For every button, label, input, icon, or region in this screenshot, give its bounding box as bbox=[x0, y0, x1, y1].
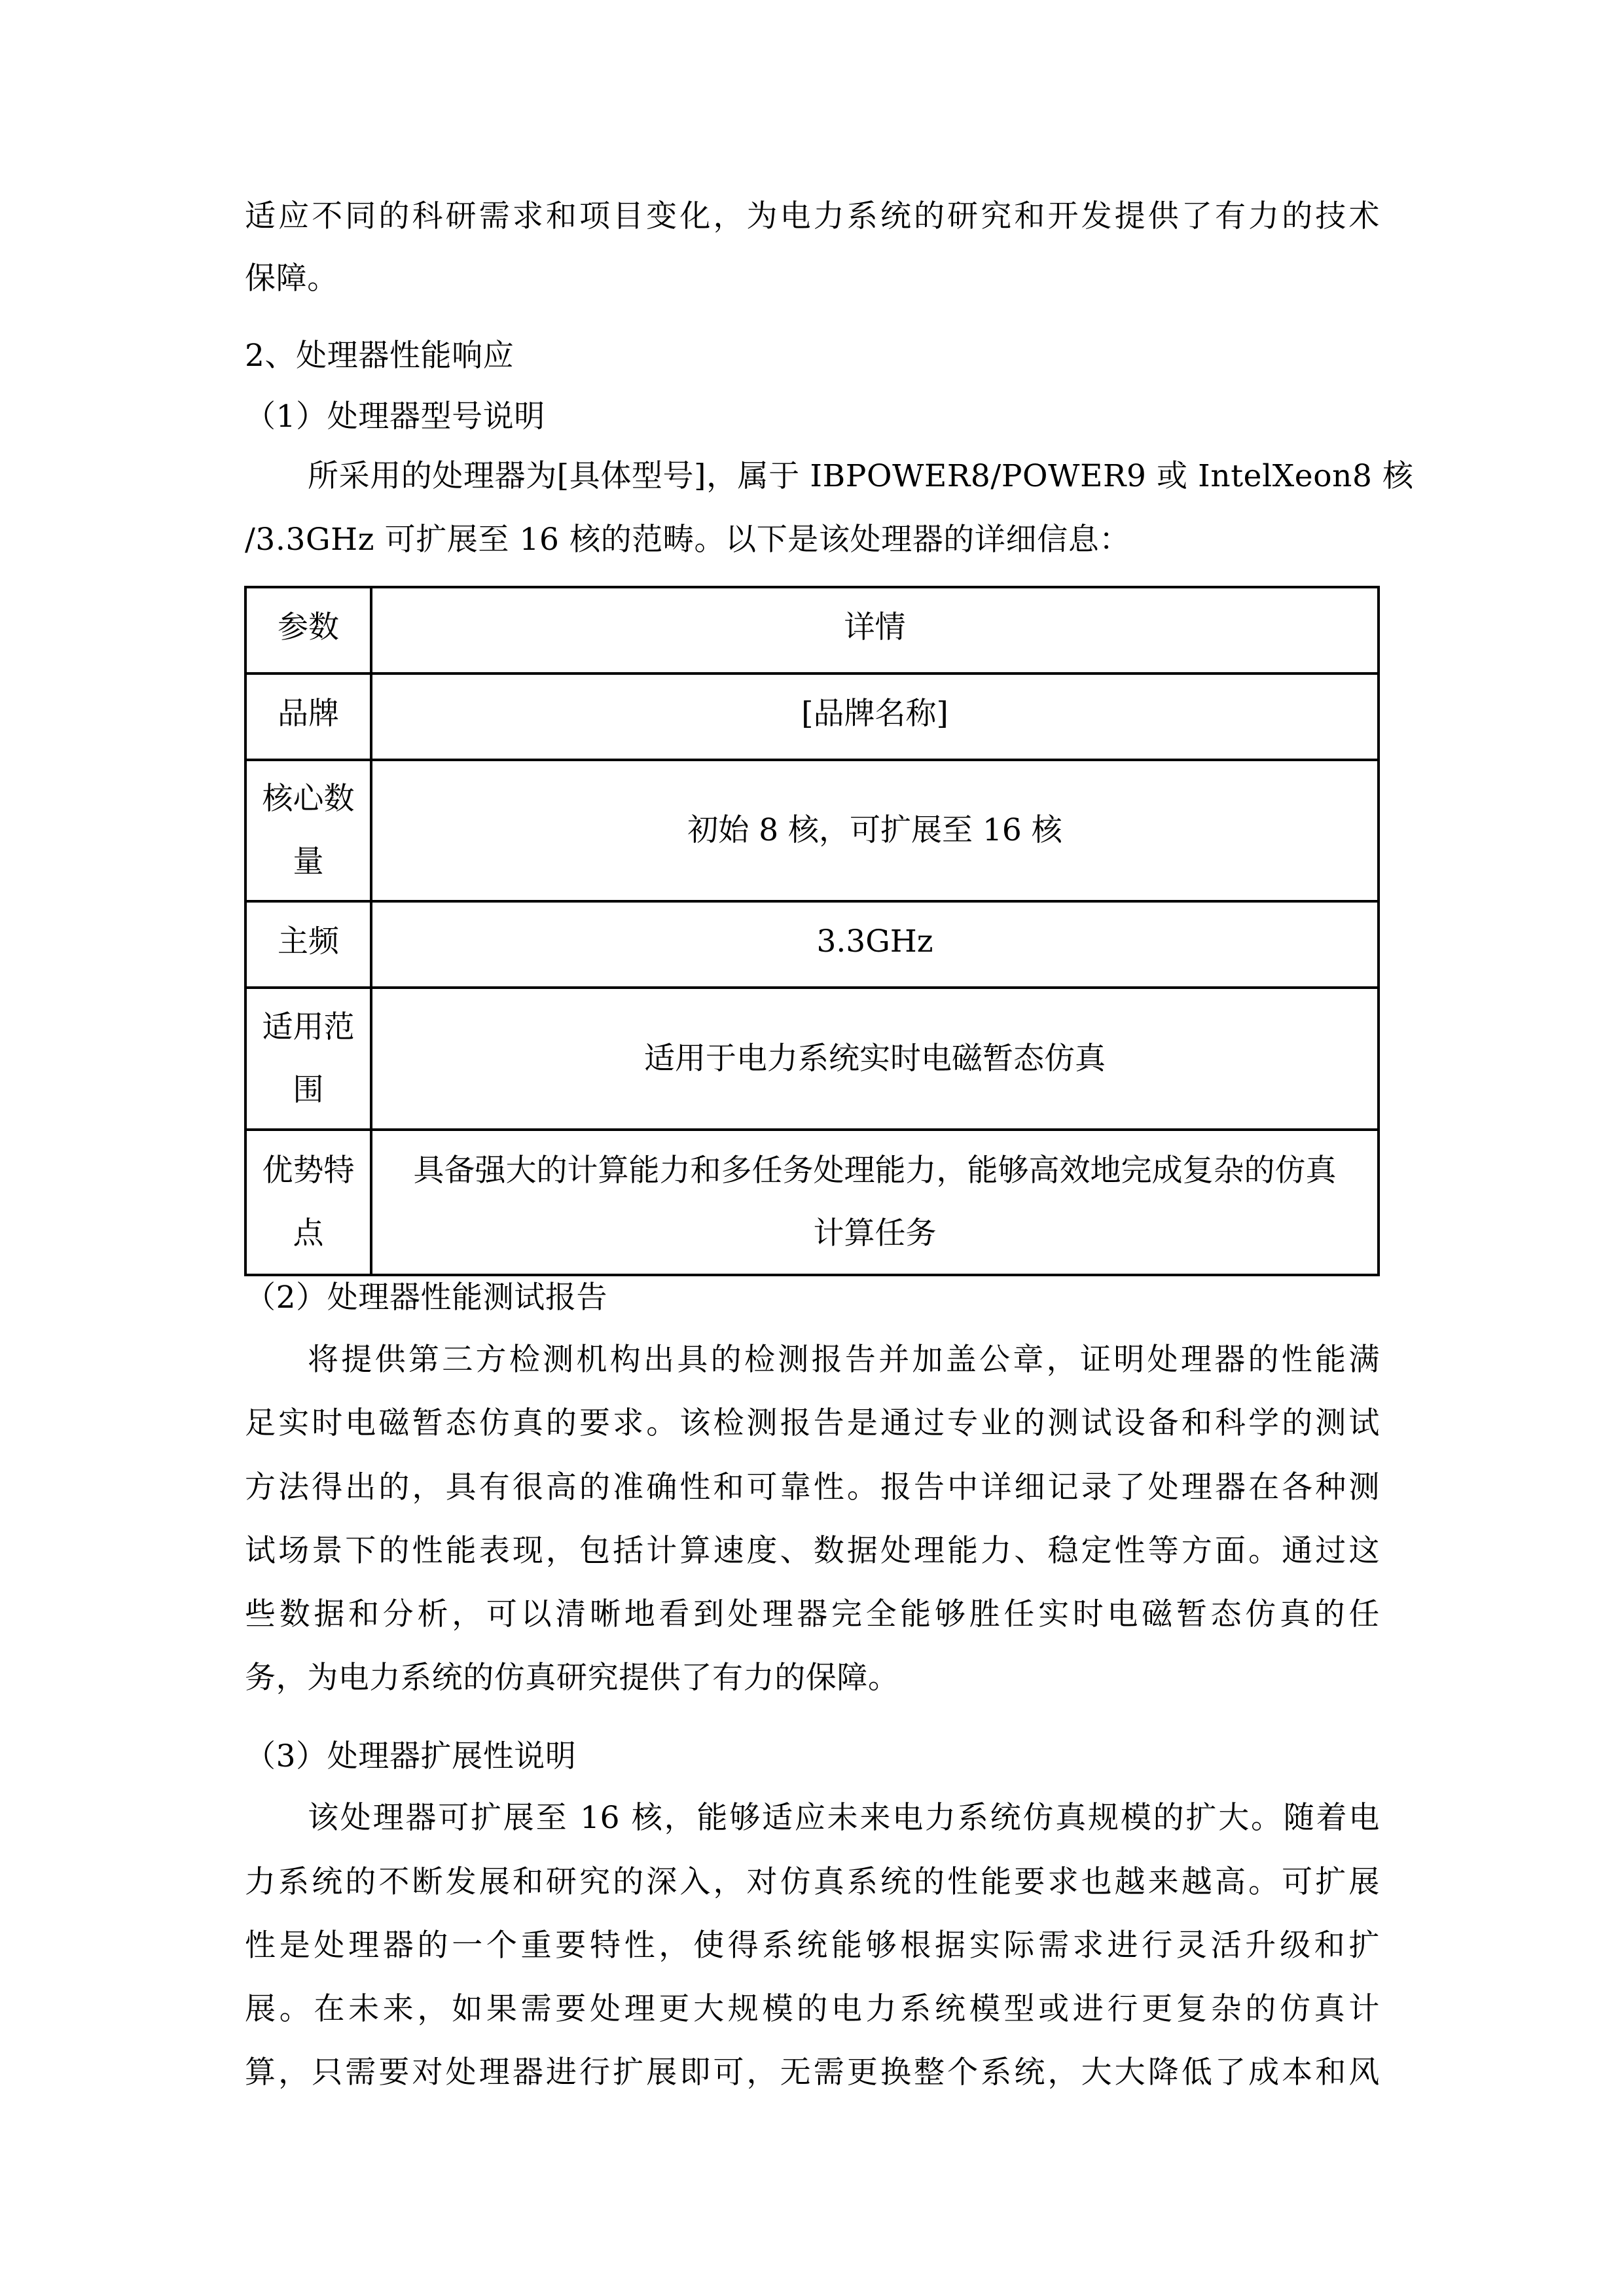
paragraph-line: 性是处理器的一个重要特性，使得系统能够根据实际需求进行灵活升级和扩 bbox=[245, 1928, 1380, 1964]
detail-cell: 具备强大的计算能力和多任务处理能力，能够高效地完成复杂的仿真 计算任务 bbox=[371, 1130, 1379, 1275]
subsection-title-model: （1）处理器型号说明 bbox=[245, 399, 545, 435]
detail-cell: 3.3GHz bbox=[371, 901, 1379, 988]
subsection-title-test-report: （2）处理器性能测试报告 bbox=[245, 1280, 608, 1316]
intro-line bbox=[308, 458, 1414, 495]
paragraph-line: 些数据和分析，可以清晰地看到处理器完全能够胜任实时电磁暂态仿真的任 bbox=[245, 1596, 1380, 1632]
table-row bbox=[245, 1130, 1379, 1275]
paragraph-line: 保障。 bbox=[245, 260, 338, 296]
section-heading: 2、处理器性能响应 bbox=[245, 338, 514, 374]
header-cell-detail: 详情 bbox=[371, 587, 1379, 673]
header-cell-param: 参数 bbox=[245, 587, 371, 673]
processor-spec-table bbox=[244, 586, 1380, 1276]
intro-line: /3.3GHz 可扩展至 16 核的范畴。以下是该处理器的详细信息： bbox=[245, 522, 1130, 558]
subsection-title-scalability: （3）处理器扩展性说明 bbox=[245, 1738, 577, 1774]
detail-cell: 初始 8 核，可扩展至 16 核 bbox=[371, 760, 1379, 901]
paragraph-line: 算，只需要对处理器进行扩展即可，无需更换整个系统，大大降低了成本和风 bbox=[245, 2054, 1380, 2090]
table-row bbox=[245, 901, 1379, 988]
detail-cell: 适用于电力系统实时电磁暂态仿真 bbox=[371, 988, 1379, 1130]
paragraph-line: 该处理器可扩展至 16 核，能够适应未来电力系统仿真规模的扩大。随着电 bbox=[308, 1800, 1380, 1836]
paragraph-line: 将提供第三方检测机构出具的检测报告并加盖公章，证明处理器的性能满 bbox=[308, 1342, 1380, 1378]
paragraph-line: 务，为电力系统的仿真研究提供了有力的保障。 bbox=[245, 1660, 899, 1696]
param-cell: 品牌 bbox=[245, 673, 371, 760]
paragraph-line: 力系统的不断发展和研究的深入，对仿真系统的性能要求也越来越高。可扩展 bbox=[245, 1864, 1380, 1900]
param-cell: 优势特 点 bbox=[245, 1130, 371, 1275]
paragraph-line: 适应不同的科研需求和项目变化，为电力系统的研究和开发提供了有力的技术 bbox=[245, 198, 1380, 234]
detail-cell: [品牌名称] bbox=[371, 673, 1379, 760]
param-cell: 主频 bbox=[245, 901, 371, 988]
paragraph-line: 试场景下的性能表现，包括计算速度、数据处理能力、稳定性等方面。通过这 bbox=[245, 1533, 1380, 1569]
intro-text: 所采用的处理器为[具体型号]，属于 IBPOWER8/POWER9 或 IntelXeon8 核 bbox=[308, 458, 1414, 494]
table-row bbox=[245, 760, 1379, 901]
table-header-row bbox=[245, 587, 1379, 673]
table-row bbox=[245, 988, 1379, 1130]
paragraph-line: 方法得出的，具有很高的准确性和可靠性。报告中详细记录了处理器在各种测 bbox=[245, 1469, 1380, 1505]
param-cell: 适用范 围 bbox=[245, 988, 371, 1130]
param-cell: 核心数 量 bbox=[245, 760, 371, 901]
paragraph-line: 足实时电磁暂态仿真的要求。该检测报告是通过专业的测试设备和科学的测试 bbox=[245, 1405, 1380, 1441]
paragraph-line: 展。在未来，如果需要处理更大规模的电力系统模型或进行更复杂的仿真计 bbox=[245, 1991, 1380, 2027]
table-row bbox=[245, 673, 1379, 760]
